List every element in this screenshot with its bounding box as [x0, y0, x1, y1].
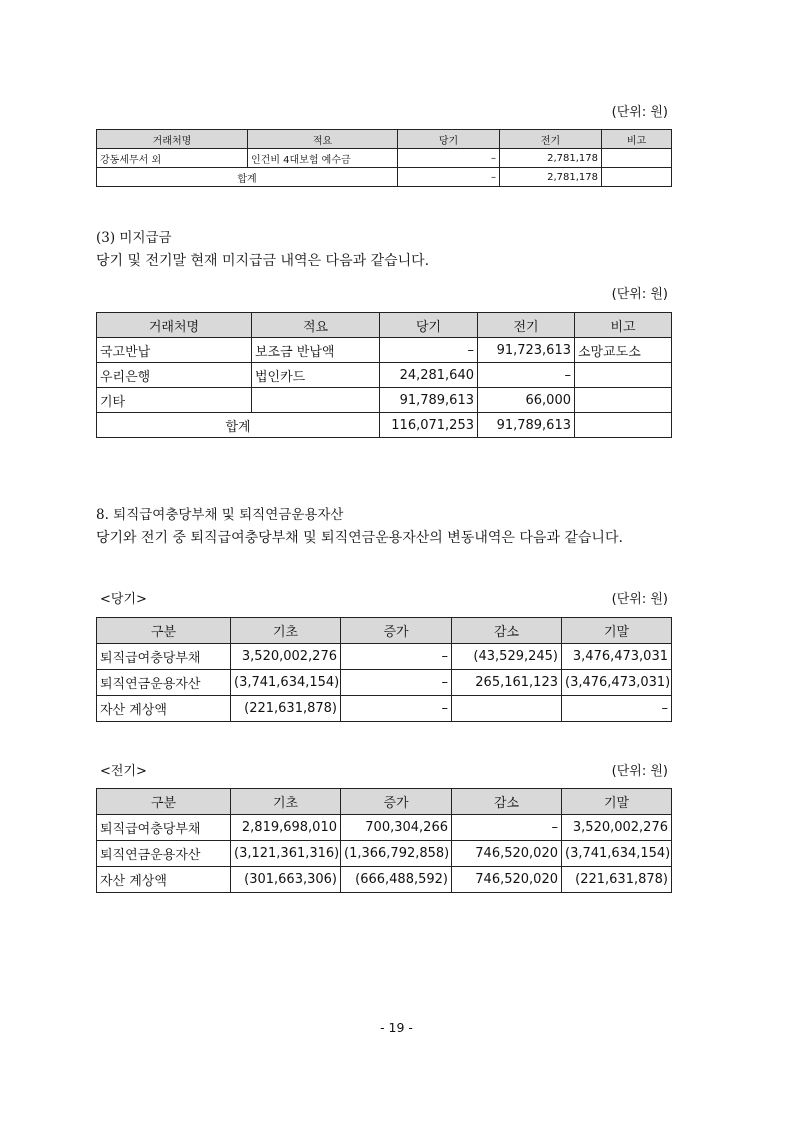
table-cell: (3,476,473,031) — [562, 670, 672, 696]
table-cell: 700,304,266 — [341, 815, 452, 841]
header-cell: 전기 — [500, 130, 602, 149]
unit-label-4: (단위: 원) — [611, 764, 668, 779]
total-current: 116,071,253 — [380, 413, 478, 438]
table-cell: – — [478, 363, 575, 388]
table-cell: (666,488,592) — [341, 867, 452, 893]
retirement-current-table — [96, 617, 672, 722]
table-cell: 법인카드 — [252, 363, 380, 388]
table-row — [97, 149, 672, 168]
table-cell: 66,000 — [478, 388, 575, 413]
table-cell: 746,520,020 — [452, 867, 562, 893]
table-cell: 인건비 4대보험 예수금 — [248, 149, 398, 168]
table-cell: 3,520,002,276 — [231, 644, 341, 670]
total-current: – — [398, 168, 500, 187]
table-cell: (301,663,306) — [231, 867, 341, 893]
table-total-row — [97, 413, 672, 438]
table-cell — [575, 363, 672, 388]
header-cell: 당기 — [380, 313, 478, 338]
table-cell: 265,161,123 — [452, 670, 562, 696]
section-3-title: (3) 미지급금 — [96, 230, 172, 246]
table-cell: – — [380, 338, 478, 363]
header-cell: 구분 — [97, 789, 231, 815]
table-cell: – — [341, 670, 452, 696]
header-cell: 구분 — [97, 618, 231, 644]
table-cell: 국고반납 — [97, 338, 252, 363]
table-cell: 퇴직급여충당부채 — [97, 815, 231, 841]
total-label: 합계 — [97, 168, 398, 187]
header-cell: 전기 — [478, 313, 575, 338]
table-cell — [602, 149, 672, 168]
page-number: - 19 - — [380, 1020, 413, 1035]
total-note — [575, 413, 672, 438]
table-cell: 강동세무서 외 — [97, 149, 248, 168]
table-cell: (221,631,878) — [231, 696, 341, 722]
header-cell: 기초 — [231, 618, 341, 644]
total-label: 합계 — [97, 413, 380, 438]
table-cell: 24,281,640 — [380, 363, 478, 388]
table-cell: 91,723,613 — [478, 338, 575, 363]
total-note — [602, 168, 672, 187]
table-cell: 자산 계상액 — [97, 867, 231, 893]
table-row — [97, 338, 672, 363]
table-header-row — [97, 789, 672, 815]
header-cell: 기말 — [562, 789, 672, 815]
table-cell: 746,520,020 — [452, 841, 562, 867]
table-cell: 3,476,473,031 — [562, 644, 672, 670]
header-cell: 증가 — [341, 789, 452, 815]
header-cell: 기초 — [231, 789, 341, 815]
unit-label-1: (단위: 원) — [611, 105, 668, 120]
header-cell: 증가 — [341, 618, 452, 644]
table-cell: (221,631,878) — [562, 867, 672, 893]
table-cell: 91,789,613 — [380, 388, 478, 413]
table-row — [97, 815, 672, 841]
table-cell: 2,819,698,010 — [231, 815, 341, 841]
retirement-prior-table — [96, 788, 672, 893]
table-cell: 보조금 반납액 — [252, 338, 380, 363]
withholding-table — [96, 129, 672, 187]
table-cell: – — [562, 696, 672, 722]
table-row — [97, 867, 672, 893]
total-prior: 91,789,613 — [478, 413, 575, 438]
current-period-label: <당기> — [100, 592, 147, 607]
section-3-description: 당기 및 전기말 현재 미지급금 내역은 다음과 같습니다. — [96, 253, 430, 269]
total-prior: 2,781,178 — [500, 168, 602, 187]
table-cell: (43,529,245) — [452, 644, 562, 670]
header-cell: 감소 — [452, 618, 562, 644]
table-cell: – — [341, 696, 452, 722]
table-cell: 3,520,002,276 — [562, 815, 672, 841]
table-cell: (3,121,361,316) — [231, 841, 341, 867]
table-cell: – — [452, 815, 562, 841]
table-cell: 자산 계상액 — [97, 696, 231, 722]
header-cell: 당기 — [398, 130, 500, 149]
table-row — [97, 670, 672, 696]
table-row — [97, 696, 672, 722]
table-header-row — [97, 618, 672, 644]
table-cell — [452, 696, 562, 722]
header-cell: 적요 — [248, 130, 398, 149]
table-row — [97, 363, 672, 388]
table-cell: 퇴직연금운용자산 — [97, 841, 231, 867]
table-cell: (3,741,634,154) — [231, 670, 341, 696]
table-total-row — [97, 168, 672, 187]
header-cell: 거래처명 — [97, 130, 248, 149]
table-row — [97, 644, 672, 670]
unit-label-3: (단위: 원) — [611, 592, 668, 607]
unit-label-2: (단위: 원) — [611, 287, 668, 302]
table-cell: – — [341, 644, 452, 670]
table-header-row — [97, 313, 672, 338]
table-row — [97, 388, 672, 413]
table-cell: 퇴직연금운용자산 — [97, 670, 231, 696]
section-8-description: 당기와 전기 중 퇴직급여충당부채 및 퇴직연금운용자산의 변동내역은 다음과 같습니다. — [96, 530, 623, 546]
table-cell: (1,366,792,858) — [341, 841, 452, 867]
header-cell: 거래처명 — [97, 313, 252, 338]
header-cell: 비고 — [602, 130, 672, 149]
table-cell: 2,781,178 — [500, 149, 602, 168]
table-cell: (3,741,634,154) — [562, 841, 672, 867]
header-cell: 적요 — [252, 313, 380, 338]
table-row — [97, 841, 672, 867]
table-header-row — [97, 130, 672, 149]
table-cell: 퇴직급여충당부채 — [97, 644, 231, 670]
header-cell: 비고 — [575, 313, 672, 338]
table-cell: – — [398, 149, 500, 168]
section-8-title: 8. 퇴직급여충당부채 및 퇴직연금운용자산 — [96, 507, 344, 523]
header-cell: 감소 — [452, 789, 562, 815]
accounts-payable-table — [96, 312, 672, 438]
table-cell: 소망교도소 — [575, 338, 672, 363]
table-cell — [575, 388, 672, 413]
table-cell — [252, 388, 380, 413]
table-cell: 우리은행 — [97, 363, 252, 388]
header-cell: 기말 — [562, 618, 672, 644]
table-cell: 기타 — [97, 388, 252, 413]
prior-period-label: <전기> — [100, 764, 147, 779]
